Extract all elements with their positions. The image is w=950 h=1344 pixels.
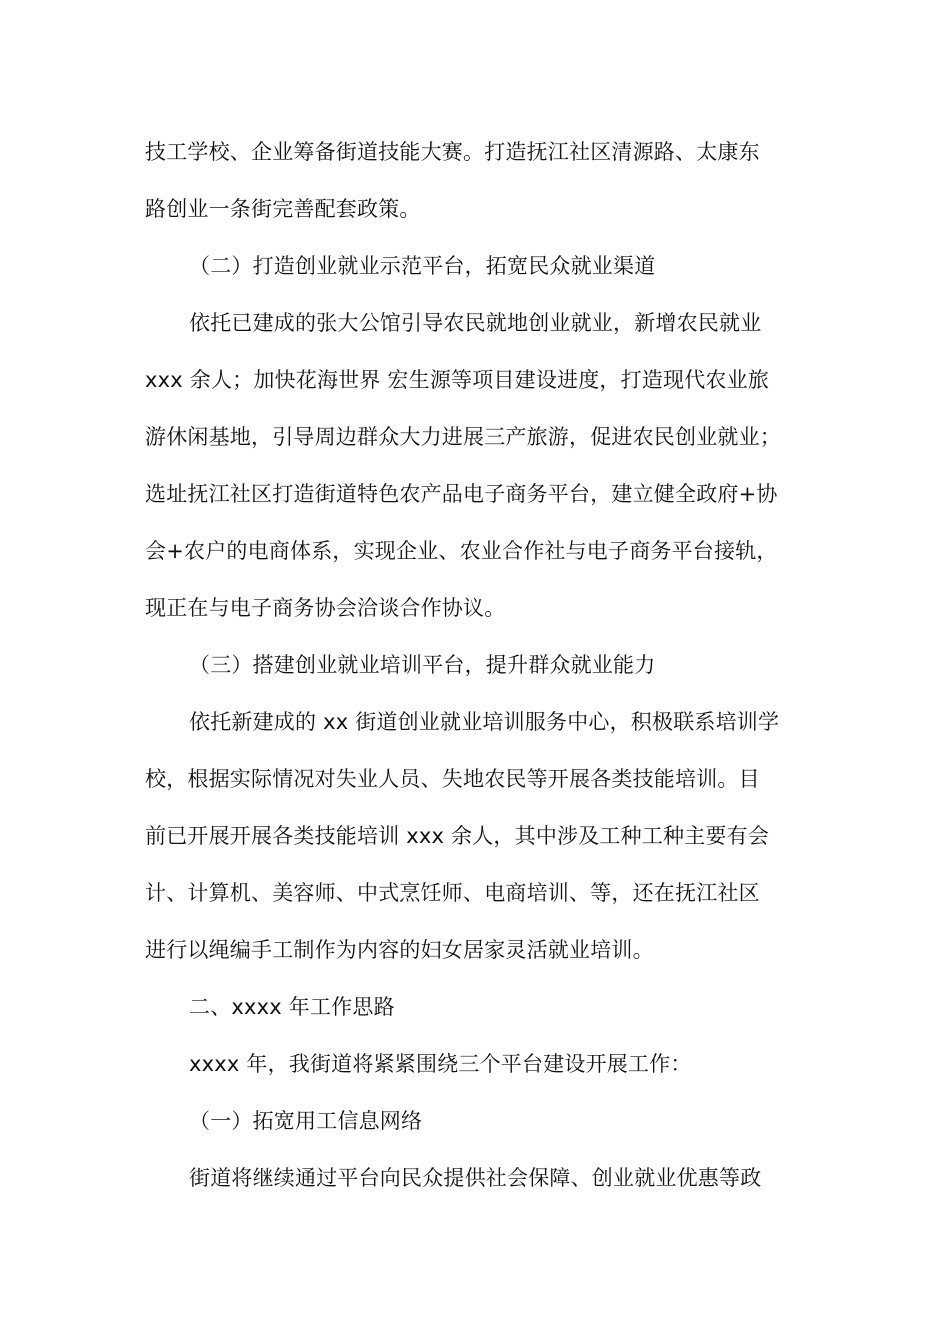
text-line-7: 选址抚江社区打造街道特色农产品电子商务平台，建立健全政府+协 <box>145 482 778 506</box>
text-line-9: 现正在与电子商务协会洽谈合作协议。 <box>145 596 506 620</box>
text-line-6: 游休闲基地，引导周边群众大力进展三产旅游，促进农民创业就业； <box>145 425 781 449</box>
text-line-13: 前已开展开展各类技能培训 xxx 余人，其中涉及工种工种主要有会 <box>145 824 770 848</box>
text-line-11: 依托新建成的 xx 街道创业就业培训服务中心，积极联系培训学 <box>189 710 780 734</box>
text-line-1: 技工学校、企业筹备街道技能大赛。打造抚江社区清源路、太康东 <box>145 140 760 164</box>
section-heading-2: （二）打造创业就业示范平台，拓宽民众就业渠道 <box>189 254 656 278</box>
text-line-4: 依托已建成的张大公馆引导农民就地创业就业，新增农民就业 <box>189 311 762 335</box>
text-line-14: 计、计算机、美容师、中式烹饪师、电商培训、等，还在抚江社区 <box>145 881 760 905</box>
text-line-19: 街道将继续通过平台向民众提供社会保障、创业就业优惠等政 <box>189 1166 762 1190</box>
subsection-heading-1: （一）拓宽用工信息网络 <box>189 1109 423 1133</box>
text-line-15: 进行以绳编手工制作为内容的妇女居家灵活就业培训。 <box>145 938 654 962</box>
text-line-12: 校，根据实际情况对失业人员、失地农民等开展各类技能培训。目 <box>145 767 760 791</box>
section-heading-work-plan: 二、xxxx 年工作思路 <box>189 995 395 1019</box>
text-line-17: xxxx 年，我街道将紧紧围绕三个平台建设开展工作： <box>189 1052 692 1076</box>
section-heading-3: （三）搭建创业就业培训平台，提升群众就业能力 <box>189 653 656 677</box>
text-line-5: xxx 余人；加快花海世界 宏生源等项目建设进度，打造现代农业旅 <box>145 368 770 392</box>
text-line-2: 路创业一条街完善配套政策。 <box>145 197 421 221</box>
text-line-8: 会+农户的电商体系，实现企业、农业合作社与电子商务平台接轨， <box>145 539 778 563</box>
